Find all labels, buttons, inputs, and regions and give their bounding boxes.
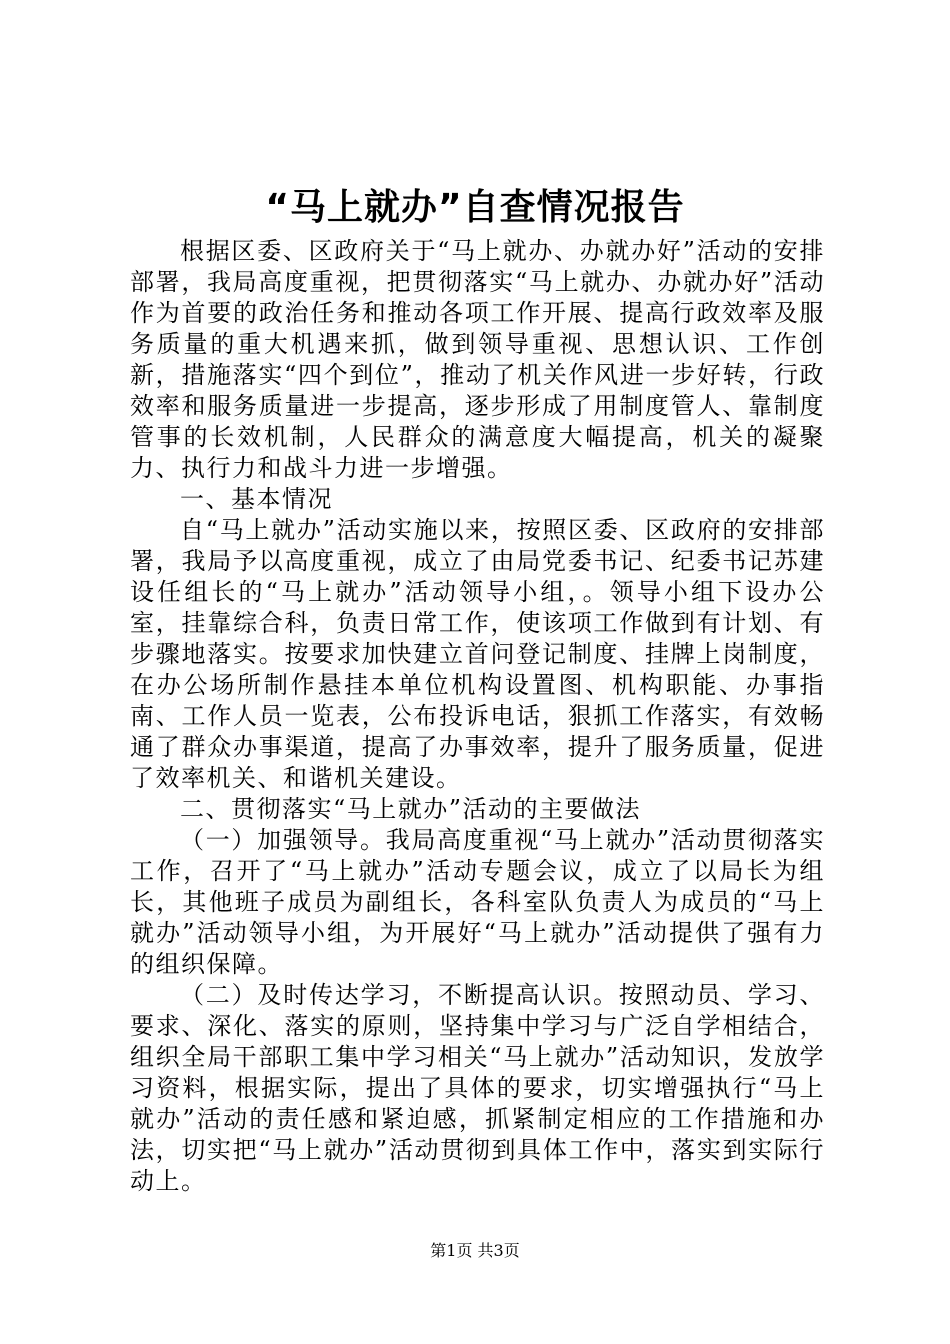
- practice-item-2-paragraph: （二）及时传达学习，不断提高认识。按照动员、学习、要求、深化、落实的原则，坚持集中学习与广泛自学相结合，组织全局干部职工集中学习相关“马上就办”活动知识，发放学习资料，根据实际，提出了具体的要求，切实增强执行“马上就办”活动的责任感和紧迫感，抓紧制定相应的工作措施和办法，切实把“马上就办”活动贯彻到具体工作中，落实到实际行动上。: [130, 981, 825, 1195]
- document-body: [130, 236, 825, 1197]
- section-heading-basic-situation: 一、基本情况: [180, 485, 333, 513]
- document-title: “马上就办”自查情况报告: [265, 187, 685, 228]
- page-number-footer: 第1页 共3页: [430, 1241, 520, 1260]
- section-heading-main-practices: 二、贯彻落实“马上就办”活动的主要做法: [180, 795, 642, 823]
- practice-item-1-paragraph: （一）加强领导。我局高度重视“马上就办”活动贯彻落实工作，召开了“马上就办”活动专题会议，成立了以局长为组长，其他班子成员为副组长，各科室队负责人为成员的“马上就办”活动领导小组，为开展好“马上就办”活动提供了强有力的组织保障。: [130, 826, 825, 978]
- basic-situation-paragraph: 自“马上就办”活动实施以来，按照区委、区政府的安排部署，我局予以高度重视，成立了由局党委书记、纪委书记苏建设任组长的“马上就办”活动领导小组，。领导小组下设办公室，挂靠综合科，负责日常工作，使该项工作做到有计划、有步骤地落实。按要求加快建立首问登记制度、挂牌上岗制度，在办公场所制作悬挂本单位机构设置图、机构职能、办事指南、工作人员一览表，公布投诉电话，狠抓工作落实，有效畅通了群众办事渠道，提高了办事效率，提升了服务质量，促进了效率机关、和谐机关建设。: [130, 516, 825, 792]
- intro-paragraph: 根据区委、区政府关于“马上就办、办就办好”活动的安排部署，我局高度重视，把贯彻落实“马上就办、办就办好”活动作为首要的政治任务和推动各项工作开展、提高行政效率及服务质量的重大机遇来抓，做到领导重视、思想认识、工作创新，措施落实“四个到位”，推动了机关作风进一步好转，行政效率和服务质量进一步提高，逐步形成了用制度管人、靠制度管事的长效机制，人民群众的满意度大幅提高，机关的凝聚力、执行力和战斗力进一步增强。: [130, 237, 825, 482]
